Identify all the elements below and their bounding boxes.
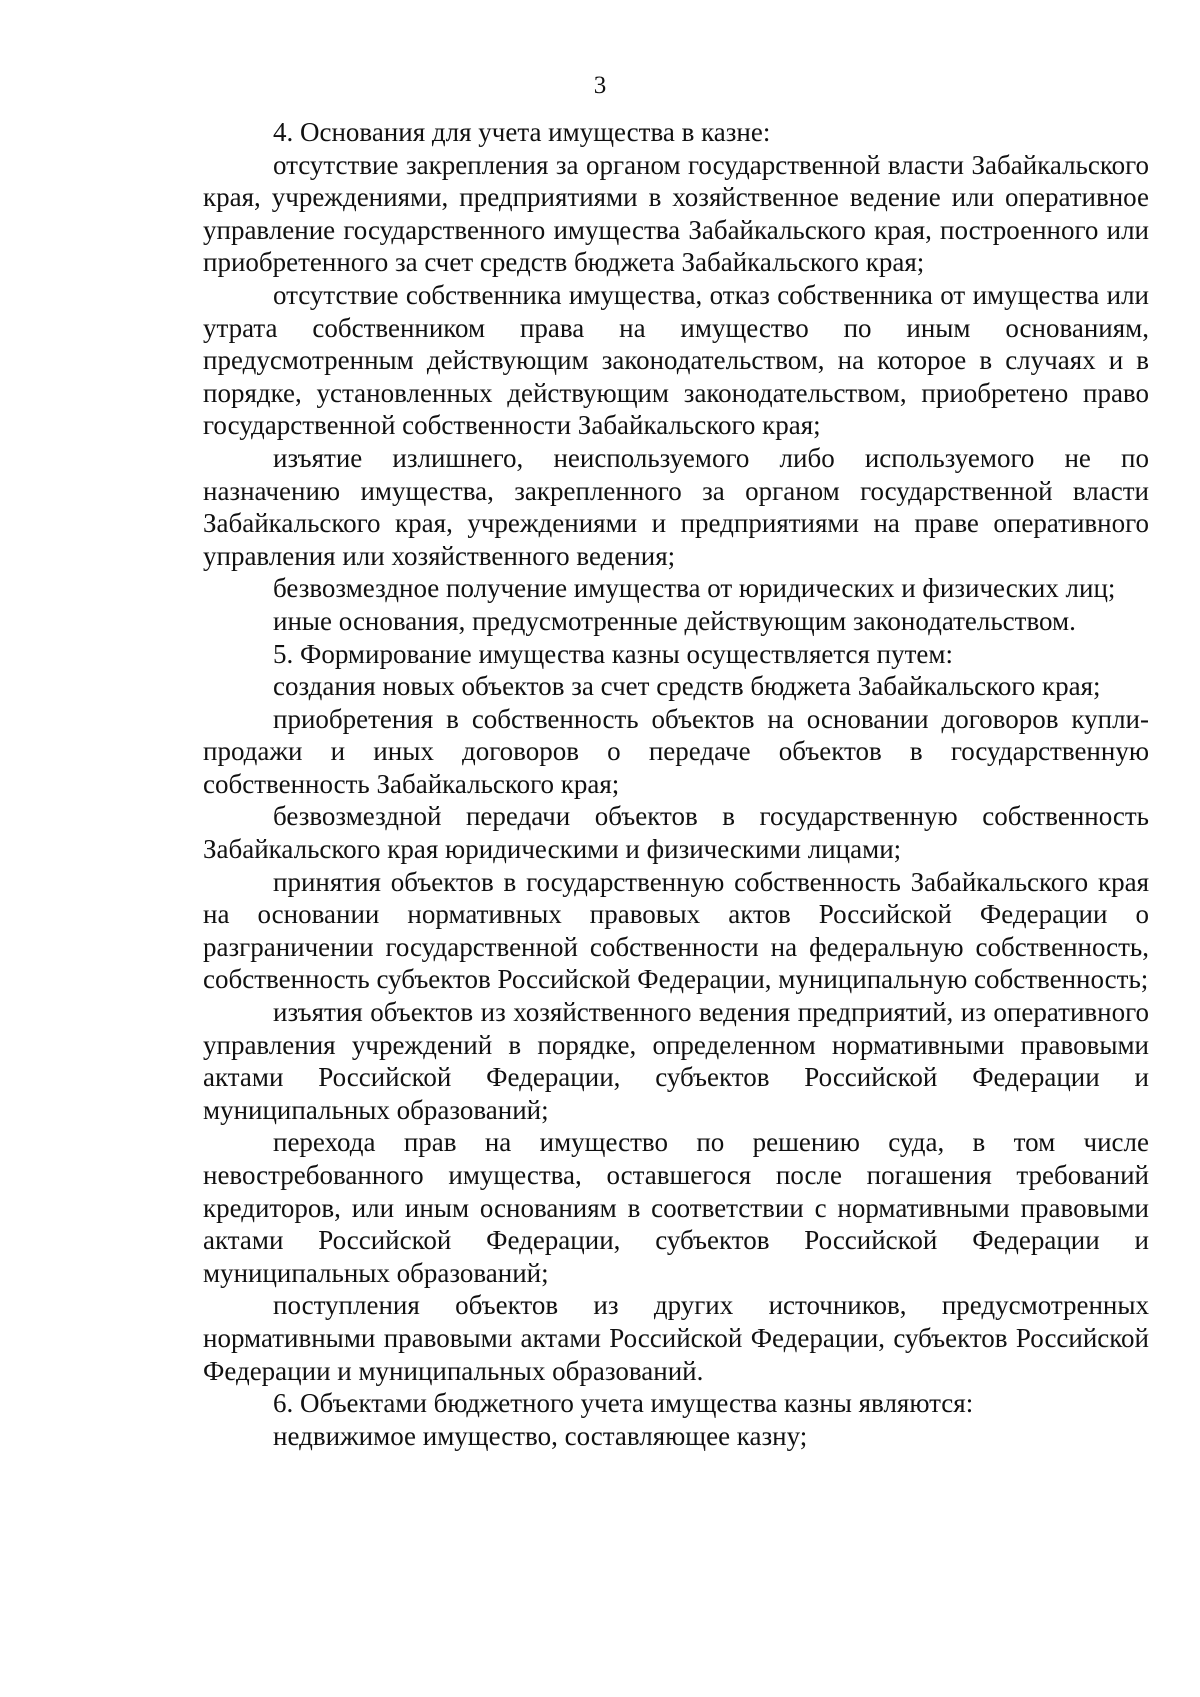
page-number: 3 bbox=[593, 72, 607, 99]
paragraph: поступления объектов из других источников, предусмотренных нормативными правовыми актами Российской Федерации, субъектов Российской Федерации и муниципальных образований. bbox=[203, 1290, 1149, 1386]
section-4-heading: 4. Основания для учета имущества в казне: bbox=[273, 117, 771, 147]
paragraph: безвозмездное получение имущества от юридических и физических лиц; bbox=[273, 573, 1116, 604]
paragraph: создания новых объектов за счет средств бюджета Забайкальского края; bbox=[273, 671, 1101, 702]
paragraph: недвижимое имущество, составляющее казну; bbox=[273, 1420, 808, 1451]
paragraph: изъятие излишнего, неиспользуемого либо используемого не по назначению имущества, закрепленного за органом государственной власти Забайкальского края, учреждениями и предприятиями на праве оперативного управления или хозяйственного ведения; bbox=[203, 442, 1149, 571]
document-body bbox=[203, 116, 1149, 1452]
paragraph: перехода прав на имущество по решению суда, в том числе невостребованного имущества, оставшегося после погашения требований кредиторов, или иным основаниям в соответствии с нормативными правовыми актами Российской Федерации, субъектов Российской Федерации и муниципальных образований; bbox=[203, 1127, 1149, 1288]
paragraph: безвозмездной передачи объектов в государственную собственность Забайкальского края юридическими и физическими лицами; bbox=[203, 801, 1149, 865]
paragraph: иные основания, предусмотренные действующим законодательством. bbox=[273, 605, 1076, 636]
paragraph: отсутствие собственника имущества, отказ собственника от имущества или утрата собственником права на имущество по иным основаниям, предусмотренным действующим законодательством, на которое в случаях и в порядке, установленных действующим законодательством, приобретено право государственной собственности Забайкальского края; bbox=[203, 279, 1149, 441]
paragraph: принятия объектов в государственную собственность Забайкальского края на основании нормативных правовых актов Российской Федерации о разграничении государственной собственности на федеральную собственность, собственность субъектов Российской Федерации, муниципальную собственность; bbox=[203, 866, 1149, 995]
section-5-heading: 5. Формирование имущества казны осуществляется путем: bbox=[273, 638, 953, 669]
paragraph: изъятия объектов из хозяйственного ведения предприятий, из оперативного управления учреждений в порядке, определенном нормативными правовыми актами Российской Федерации, субъектов Российской Федерации и муниципальных образований; bbox=[203, 997, 1149, 1125]
paragraph: отсутствие закрепления за органом государственной власти Забайкальского края, учреждениями, предприятиями в хозяйственное ведение или оперативное управление государственного имущества Забайкальского края, построенного или приобретенного за счет средств бюджета Забайкальского края; bbox=[203, 149, 1149, 278]
paragraph: приобретения в собственность объектов на основании договоров купли-продажи и иных договоров о передаче объектов в государственную собственность Забайкальского края; bbox=[203, 703, 1149, 799]
section-6-heading: 6. Объектами бюджетного учета имущества казны являются: bbox=[273, 1388, 974, 1419]
